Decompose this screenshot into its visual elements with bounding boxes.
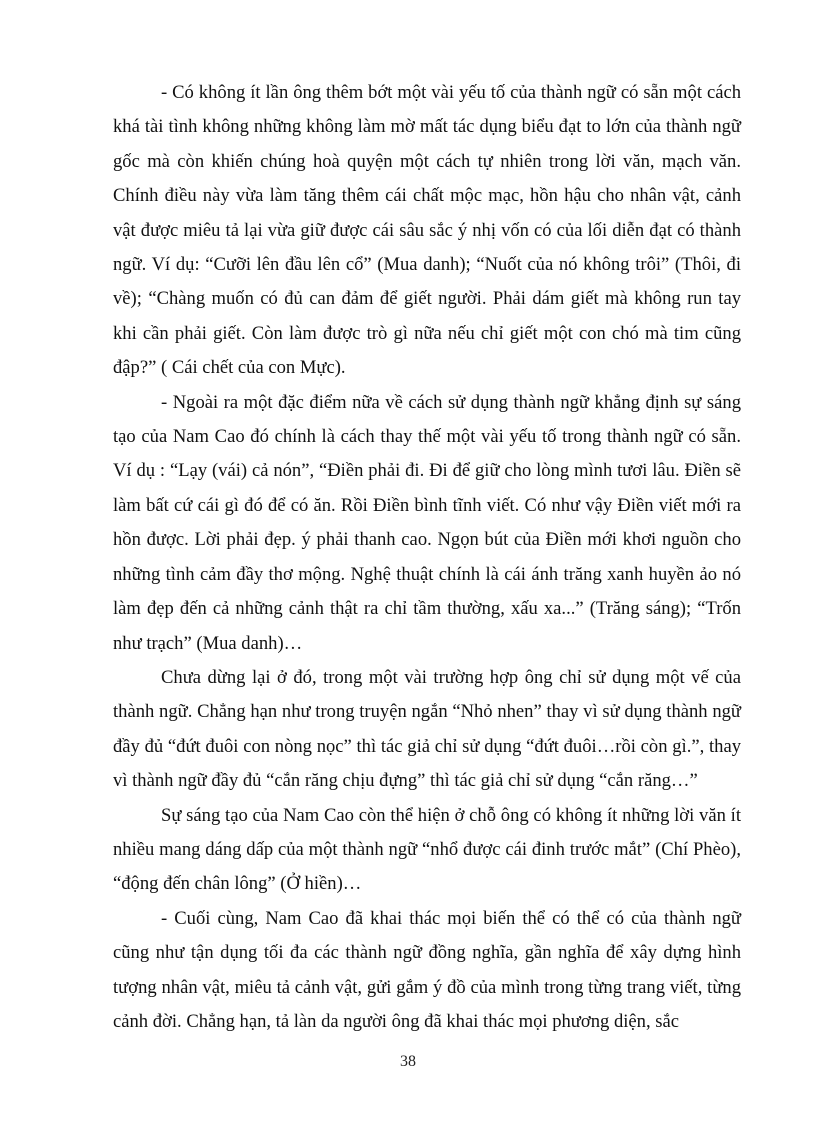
paragraph-5: - Cuối cùng, Nam Cao đã khai thác mọi biến thể có thể có của thành ngữ cũng như tận dụng tối đa các thành ngữ đồng nghĩa, gần nghĩa để xây dựng hình tượng nhân vật, miêu tả cảnh vật, gửi gắm ý đồ của mình trong từng trang viết, từng cảnh đời. Chẳng hạn, tả làn da người ông đã khai thác mọi phương diện, sắc bbox=[113, 907, 741, 1032]
paragraph-3: Chưa dừng lại ở đó, trong một vài trường hợp ông chỉ sử dụng một vế của thành ngữ. Chẳng hạn như trong truyện ngắn “Nhỏ nhen” thay vì sử dụng thành ngữ đầy đủ “đứt đuôi con nòng nọc” thì tác giả chỉ sử dụng “đứt đuôi…rồi còn gì.”, thay vì thành ngữ đầy đủ “cắn răng chịu đựng” thì tác giả chỉ sử dụng “cắn răng…” bbox=[113, 666, 741, 792]
body-text bbox=[113, 76, 741, 1039]
paragraph-1: - Có không ít lần ông thêm bớt một vài yếu tố của thành ngữ có sẵn một cách khá tài tình không những không làm mờ mất tác dụng biểu đạt to lớn của thành ngữ gốc mà còn khiến chúng hoà quyện một cách tự nhiên trong lời văn, mạch văn. Chính điều này vừa làm tăng thêm cái chất mộc mạc, hồn hậu cho nhân vật, cảnh vật được miêu tả lại vừa giữ được cái sâu sắc ý nhị vốn có của lối diễn đạt có thành ngữ. Ví dụ: “Cưỡi lên đầu lên cổ” (Mua danh); “Nuốt của nó không trôi” (Thôi, đi về); “Chàng muốn có đủ can đảm để giết người. Phải dám giết mà không run tay khi cần phải giết. Còn làm được trò gì nữa nếu chỉ giết một con chó mà tim cũng đập?” ( Cái chết của con Mực). bbox=[113, 82, 741, 379]
paragraph-4: Sự sáng tạo của Nam Cao còn thể hiện ở chỗ ông có không ít những lời văn ít nhiều mang dáng dấp của một thành ngữ “nhổ được cái đinh trước mắt” (Chí Phèo), “động đến chân lông” (Ở hiền)… bbox=[113, 804, 741, 895]
page-number: 38 bbox=[400, 1053, 416, 1070]
paragraph-2: - Ngoài ra một đặc điểm nữa về cách sử dụng thành ngữ khẳng định sự sáng tạo của Nam Cao đó chính là cách thay thế một vài yếu tố trong thành ngữ có sẵn. Ví dụ : “Lạy (vái) cả nón”, “Điền phải đi. Đi để giữ cho lòng mình tươi lâu. Điền sẽ làm bất cứ cái gì đó để có ăn. Rồi Điền bình tĩnh viết. Có như vậy Điền viết mới ra hồn được. Lời phải đẹp. ý phải thanh cao. Ngọn bút của Điền mới khơi nguồn cho những tình cảm đầy thơ mộng. Nghệ thuật chính là cái ánh trăng xanh huyền ảo nó làm đẹp đến cả những cảnh thật ra chỉ tầm thường, xấu xa...” (Trăng sáng); “Trốn như trạch” (Mua danh)… bbox=[113, 391, 741, 654]
